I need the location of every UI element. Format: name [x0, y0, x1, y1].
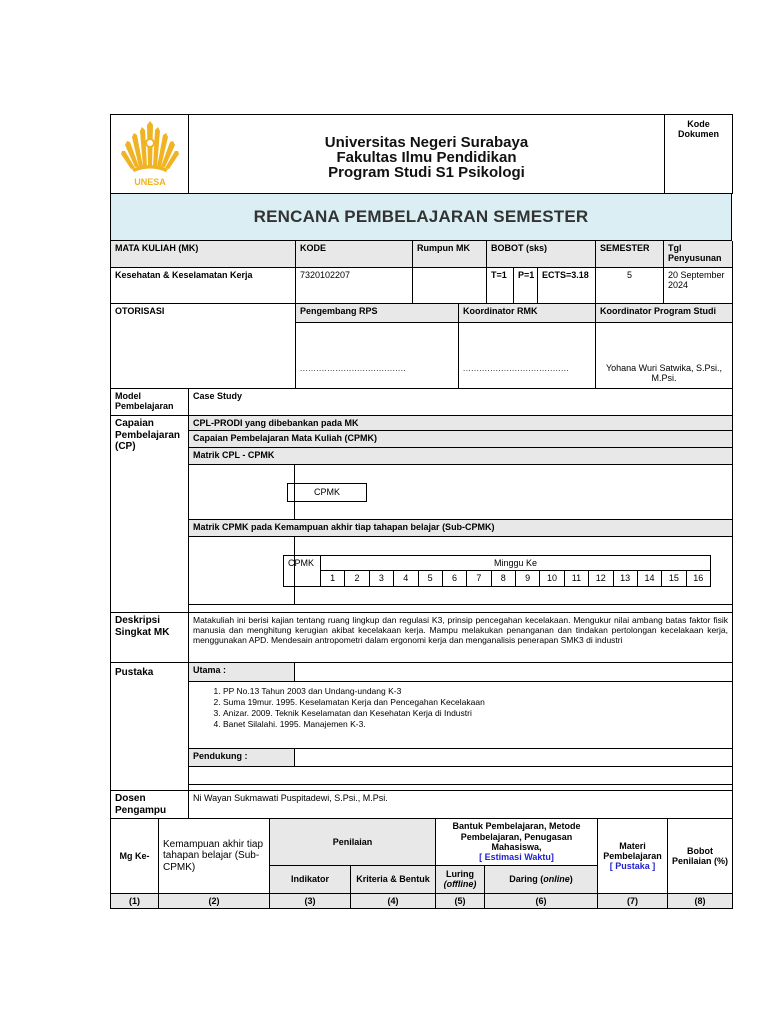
matrik-sub-heading: Matrik CPMK pada Kemampuan akhir tiap tahapan belajar (Sub-CPMK) — [189, 520, 733, 537]
logo-text: UNESA — [133, 176, 166, 187]
page-title: RENCANA PEMBELAJARAN SEMESTER — [111, 194, 732, 240]
week-cell: 15 — [662, 571, 686, 586]
pengembang-sign: ....................................... — [296, 322, 459, 388]
week-cell: 8 — [491, 571, 515, 586]
week-cell: 3 — [369, 571, 393, 586]
matrik-cpl-empty — [189, 465, 295, 520]
body-table — [110, 389, 733, 820]
bobot-header: Bobot Penilaian (%) — [668, 819, 733, 893]
otorisasi-table — [110, 304, 733, 389]
column-number-row — [111, 893, 733, 908]
week-cell: 5 — [418, 571, 442, 586]
week-cell: 1 — [321, 571, 345, 586]
column-number: (4) — [351, 893, 436, 908]
program-name: Program Studi S1 Psikologi — [328, 163, 525, 181]
logo-cell — [111, 115, 189, 194]
semester-header: SEMESTER — [596, 241, 664, 268]
bobot-header: BOBOT (sks) — [487, 241, 596, 268]
week-cell: 9 — [516, 571, 540, 586]
bobot-ects: ECTS=3.18 — [538, 268, 596, 304]
koordinator-rmk-header: Koordinator RMK — [459, 304, 596, 322]
week-cell: 7 — [467, 571, 491, 586]
cp-label: Capaian Pembelajaran (CP) — [111, 416, 189, 613]
matrik-cpl-heading: Matrik CPL - CPMK — [189, 448, 733, 465]
week-cell: 16 — [686, 571, 710, 586]
tgl-header: Tgl Penyusunan — [664, 241, 733, 268]
luring-header: Luring (offline) — [436, 865, 485, 893]
bobot-p: P=1 — [514, 268, 538, 304]
kemampuan-header: Kemampuan akhir tiap tahapan belajar (Sub-CPMK) — [159, 819, 270, 893]
model-label: Model Pembelajaran — [111, 389, 189, 416]
rumpun-header: Rumpun MK — [413, 241, 487, 268]
koordinator-rmk-sign: ....................................... — [459, 322, 596, 388]
week-cell: 2 — [345, 571, 369, 586]
pustaka-ref: [ Pustaka ] — [609, 861, 656, 872]
rps-document — [110, 114, 732, 909]
pustaka-item: 4. Banet Silalahi. 1995. Manajemen K-3. — [223, 719, 728, 730]
koordinator-prodi-header: Koordinator Program Studi — [596, 304, 733, 322]
matrik-sub-area — [288, 537, 733, 605]
unesa-logo-icon — [118, 117, 182, 189]
column-number: (6) — [485, 893, 598, 908]
course-table — [110, 241, 733, 305]
title-table — [110, 194, 732, 241]
cp-spacer — [189, 605, 733, 613]
kode-header: KODE — [296, 241, 413, 268]
week-cell: 11 — [564, 571, 588, 586]
week-cpmk-label: CPMK — [284, 556, 321, 587]
cpmk-box: CPMK — [287, 483, 367, 501]
estimasi-label: [ Estimasi Waktu] — [479, 852, 554, 863]
column-number: (1) — [111, 893, 159, 908]
dosen-label: Dosen Pengampu — [111, 791, 189, 819]
pustaka-pendukung-list — [189, 767, 733, 785]
pengembang-header: Pengembang RPS — [296, 304, 459, 322]
kriteria-header: Kriteria & Bentuk — [351, 865, 436, 893]
kaprodi-name: Yohana Wuri Satwika, S.Psi., M.Psi. — [596, 322, 733, 388]
column-number: (7) — [598, 893, 668, 908]
model-value: Case Study — [189, 389, 733, 416]
column-number: (2) — [159, 893, 270, 908]
institution-cell — [189, 115, 665, 194]
bobot-t: T=1 — [487, 268, 514, 304]
week-cell: 6 — [442, 571, 466, 586]
doc-code-label: Kode Dokumen — [665, 115, 733, 194]
week-cell: 13 — [613, 571, 637, 586]
header-table — [110, 114, 733, 194]
pustaka-list — [193, 686, 728, 730]
week-table — [283, 555, 711, 587]
week-label: Minggu Ke — [321, 556, 711, 571]
pustaka-pendukung: Pendukung : — [189, 749, 295, 767]
course-name: Kesehatan & Keselamatan Kerja — [111, 268, 296, 304]
penilaian-header: Penilaian — [270, 819, 436, 865]
matrik-cpl-area — [295, 465, 733, 520]
course-date: 20 September 2024 — [664, 268, 733, 304]
pustaka-label: Pustaka — [111, 663, 189, 791]
matrik-sub-empty — [189, 537, 295, 605]
otorisasi-label: OTORISASI — [111, 304, 296, 388]
pustaka-utama-empty — [295, 663, 733, 682]
week-cell: 14 — [637, 571, 661, 586]
pustaka-pendukung-empty — [295, 749, 733, 767]
course-semester: 5 — [596, 268, 664, 304]
pustaka-item: 2. Suma 19mur. 1995. Keselamatan Kerja dan Pencegahan Kecelakaan — [223, 697, 728, 708]
week-cell: 10 — [540, 571, 564, 586]
mk-header: MATA KULIAH (MK) — [111, 241, 296, 268]
column-number: (8) — [668, 893, 733, 908]
pustaka-item: 3. Anizar. 2009. Teknik Keselamatan dan Kesehatan Kerja di Industri — [223, 708, 728, 719]
faculty-name: Fakultas Ilmu Pendidikan — [336, 148, 517, 166]
mg-header: Mg Ke- — [111, 819, 159, 893]
course-rumpun — [413, 268, 487, 304]
pustaka-list-cell — [189, 682, 733, 749]
daring-header: Daring (online) — [485, 865, 598, 893]
deskripsi-label: Deskripsi Singkat MK — [111, 613, 189, 663]
pustaka-utama: Utama : — [189, 663, 295, 682]
week-cell: 4 — [394, 571, 418, 586]
deskripsi-text: Matakuliah ini berisi kajian tentang ruang lingkup dan regulasi K3, prinsip pencegahan kecelakaan. Mengukur nilai ambang batas faktor fisik manusia dan menghitung kerugian akibat kecelakaan kerja. Mampu melakukan penanganan dan tindakan pertolongan kecelakaan kerja, menggunakan APD. Mendesain antropometri dalam ergonomi kerja dan menganalisis penerapan SMK3 di industri — [189, 613, 733, 663]
week-cell: 12 — [589, 571, 613, 586]
materi-header: Materi Pembelajaran [ Pustaka ] — [598, 819, 668, 893]
column-number: (5) — [436, 893, 485, 908]
course-code: 7320102207 — [296, 268, 413, 304]
cpl-prodi-heading: CPL-PRODI yang dibebankan pada MK — [189, 416, 733, 431]
pustaka-item: 1. PP No.13 Tahun 2003 dan Undang-undang K-3 — [223, 686, 728, 697]
indikator-header: Indikator — [270, 865, 351, 893]
week-row — [284, 571, 711, 586]
bantuk-header: Bantuk Pembelajaran, Metode Pembelajaran, Penugasan Mahasiswa, [ Estimasi Waktu] — [436, 819, 598, 865]
column-number: (3) — [270, 893, 351, 908]
cpmk-heading: Capaian Pembelajaran Mata Kuliah (CPMK) — [189, 431, 733, 448]
dosen-value: Ni Wayan Sukmawati Puspitadewi, S.Psi., M.Psi. — [189, 791, 733, 819]
plan-table — [110, 819, 733, 909]
university-name: Universitas Negeri Surabaya — [324, 133, 529, 151]
